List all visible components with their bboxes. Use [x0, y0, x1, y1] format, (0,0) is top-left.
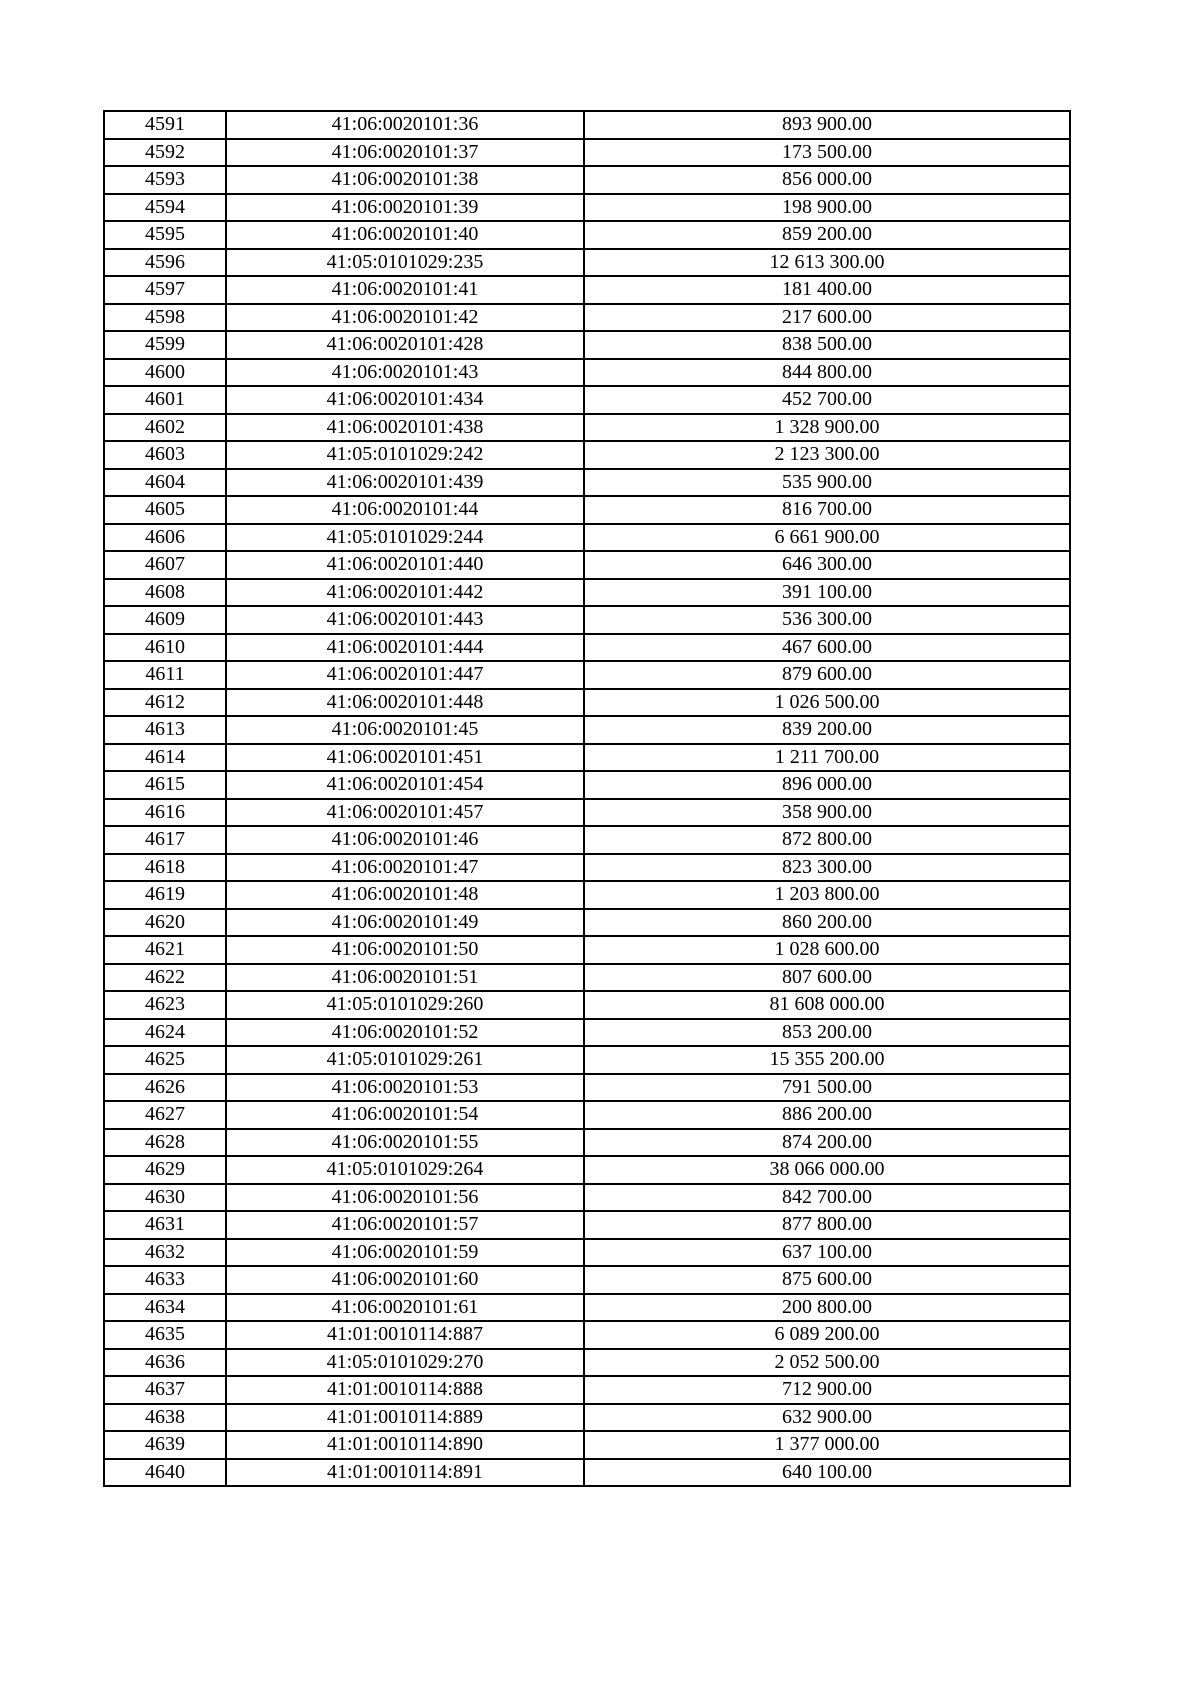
- cadastral-number-cell: 41:06:0020101:457: [226, 799, 584, 827]
- row-number-cell: 4597: [104, 276, 226, 304]
- row-number-cell: 4607: [104, 551, 226, 579]
- cadastral-number-cell: 41:06:0020101:45: [226, 716, 584, 744]
- cadastral-number-cell: 41:05:0101029:235: [226, 249, 584, 277]
- cadastral-value-cell: 632 900.00: [584, 1404, 1070, 1432]
- row-number-cell: 4614: [104, 744, 226, 772]
- table-row: [104, 1074, 1070, 1102]
- table-row: [104, 414, 1070, 442]
- cadastral-value-cell: 860 200.00: [584, 909, 1070, 937]
- row-number-cell: 4627: [104, 1101, 226, 1129]
- cadastral-value-cell: 842 700.00: [584, 1184, 1070, 1212]
- cadastral-number-cell: 41:06:0020101:37: [226, 139, 584, 167]
- cadastral-number-cell: 41:06:0020101:53: [226, 1074, 584, 1102]
- table-row: [104, 386, 1070, 414]
- row-number-cell: 4622: [104, 964, 226, 992]
- cadastral-number-cell: 41:06:0020101:54: [226, 1101, 584, 1129]
- cadastral-number-cell: 41:06:0020101:55: [226, 1129, 584, 1157]
- cadastral-number-cell: 41:05:0101029:270: [226, 1349, 584, 1377]
- cadastral-number-cell: 41:05:0101029:261: [226, 1046, 584, 1074]
- row-number-cell: 4594: [104, 194, 226, 222]
- cadastral-value-cell: 6 089 200.00: [584, 1321, 1070, 1349]
- cadastral-value-cell: 6 661 900.00: [584, 524, 1070, 552]
- cadastral-value-cell: 856 000.00: [584, 166, 1070, 194]
- cadastral-value-cell: 893 900.00: [584, 111, 1070, 139]
- table-row: [104, 524, 1070, 552]
- cadastral-value-cell: 81 608 000.00: [584, 991, 1070, 1019]
- cadastral-number-cell: 41:05:0101029:264: [226, 1156, 584, 1184]
- cadastral-value-cell: 874 200.00: [584, 1129, 1070, 1157]
- row-number-cell: 4606: [104, 524, 226, 552]
- cadastral-value-cell: 467 600.00: [584, 634, 1070, 662]
- table-row: [104, 606, 1070, 634]
- row-number-cell: 4593: [104, 166, 226, 194]
- cadastral-number-cell: 41:06:0020101:428: [226, 331, 584, 359]
- table-row: [104, 716, 1070, 744]
- row-number-cell: 4608: [104, 579, 226, 607]
- row-number-cell: 4619: [104, 881, 226, 909]
- row-number-cell: 4616: [104, 799, 226, 827]
- table-row: [104, 551, 1070, 579]
- cadastral-number-cell: 41:06:0020101:38: [226, 166, 584, 194]
- cadastral-value-cell: 816 700.00: [584, 496, 1070, 524]
- row-number-cell: 4604: [104, 469, 226, 497]
- table-row: [104, 881, 1070, 909]
- cadastral-value-cell: 1 211 700.00: [584, 744, 1070, 772]
- row-number-cell: 4596: [104, 249, 226, 277]
- cadastral-number-cell: 41:01:0010114:887: [226, 1321, 584, 1349]
- row-number-cell: 4611: [104, 661, 226, 689]
- table-row: [104, 634, 1070, 662]
- cadastral-number-cell: 41:06:0020101:442: [226, 579, 584, 607]
- cadastral-value-table: [103, 110, 1071, 1487]
- cadastral-value-cell: 1 028 600.00: [584, 936, 1070, 964]
- row-number-cell: 4620: [104, 909, 226, 937]
- table-row: [104, 1156, 1070, 1184]
- row-number-cell: 4640: [104, 1459, 226, 1487]
- table-row: [104, 1431, 1070, 1459]
- cadastral-number-cell: 41:01:0010114:888: [226, 1376, 584, 1404]
- table-row: [104, 1239, 1070, 1267]
- cadastral-number-cell: 41:06:0020101:443: [226, 606, 584, 634]
- cadastral-value-cell: 886 200.00: [584, 1101, 1070, 1129]
- table-row: [104, 111, 1070, 139]
- row-number-cell: 4613: [104, 716, 226, 744]
- cadastral-number-cell: 41:06:0020101:60: [226, 1266, 584, 1294]
- cadastral-value-cell: 15 355 200.00: [584, 1046, 1070, 1074]
- row-number-cell: 4609: [104, 606, 226, 634]
- row-number-cell: 4595: [104, 221, 226, 249]
- table-row: [104, 1266, 1070, 1294]
- cadastral-number-cell: 41:01:0010114:890: [226, 1431, 584, 1459]
- cadastral-value-cell: 823 300.00: [584, 854, 1070, 882]
- row-number-cell: 4602: [104, 414, 226, 442]
- cadastral-number-cell: 41:06:0020101:56: [226, 1184, 584, 1212]
- row-number-cell: 4623: [104, 991, 226, 1019]
- cadastral-value-cell: 12 613 300.00: [584, 249, 1070, 277]
- row-number-cell: 4601: [104, 386, 226, 414]
- cadastral-number-cell: 41:06:0020101:48: [226, 881, 584, 909]
- row-number-cell: 4626: [104, 1074, 226, 1102]
- table-row: [104, 1404, 1070, 1432]
- row-number-cell: 4629: [104, 1156, 226, 1184]
- row-number-cell: 4632: [104, 1239, 226, 1267]
- table-row: [104, 1349, 1070, 1377]
- cadastral-value-cell: 712 900.00: [584, 1376, 1070, 1404]
- row-number-cell: 4598: [104, 304, 226, 332]
- cadastral-value-cell: 844 800.00: [584, 359, 1070, 387]
- table-row: [104, 221, 1070, 249]
- cadastral-value-cell: 640 100.00: [584, 1459, 1070, 1487]
- row-number-cell: 4599: [104, 331, 226, 359]
- row-number-cell: 4603: [104, 441, 226, 469]
- cadastral-value-cell: 1 026 500.00: [584, 689, 1070, 717]
- cadastral-value-cell: 896 000.00: [584, 771, 1070, 799]
- table-row: [104, 1459, 1070, 1487]
- cadastral-value-cell: 877 800.00: [584, 1211, 1070, 1239]
- cadastral-number-cell: 41:06:0020101:43: [226, 359, 584, 387]
- cadastral-number-cell: 41:06:0020101:59: [226, 1239, 584, 1267]
- row-number-cell: 4612: [104, 689, 226, 717]
- table-row: [104, 139, 1070, 167]
- table-row: [104, 826, 1070, 854]
- cadastral-value-cell: 839 200.00: [584, 716, 1070, 744]
- table-row: [104, 304, 1070, 332]
- row-number-cell: 4624: [104, 1019, 226, 1047]
- cadastral-number-cell: 41:06:0020101:44: [226, 496, 584, 524]
- cadastral-value-cell: 38 066 000.00: [584, 1156, 1070, 1184]
- cadastral-value-cell: 1 203 800.00: [584, 881, 1070, 909]
- table-row: [104, 744, 1070, 772]
- row-number-cell: 4617: [104, 826, 226, 854]
- cadastral-value-cell: 879 600.00: [584, 661, 1070, 689]
- table-row: [104, 964, 1070, 992]
- row-number-cell: 4636: [104, 1349, 226, 1377]
- cadastral-number-cell: 41:06:0020101:49: [226, 909, 584, 937]
- cadastral-number-cell: 41:06:0020101:447: [226, 661, 584, 689]
- cadastral-number-cell: 41:06:0020101:454: [226, 771, 584, 799]
- cadastral-number-cell: 41:06:0020101:42: [226, 304, 584, 332]
- table-row: [104, 496, 1070, 524]
- cadastral-value-cell: 391 100.00: [584, 579, 1070, 607]
- row-number-cell: 4637: [104, 1376, 226, 1404]
- cadastral-value-cell: 872 800.00: [584, 826, 1070, 854]
- row-number-cell: 4600: [104, 359, 226, 387]
- cadastral-number-cell: 41:06:0020101:40: [226, 221, 584, 249]
- row-number-cell: 4638: [104, 1404, 226, 1432]
- table-row: [104, 936, 1070, 964]
- table-row: [104, 166, 1070, 194]
- cadastral-number-cell: 41:06:0020101:36: [226, 111, 584, 139]
- cadastral-value-cell: 838 500.00: [584, 331, 1070, 359]
- cadastral-number-cell: 41:06:0020101:50: [226, 936, 584, 964]
- table-row: [104, 276, 1070, 304]
- cadastral-number-cell: 41:06:0020101:41: [226, 276, 584, 304]
- cadastral-value-cell: 1 328 900.00: [584, 414, 1070, 442]
- cadastral-number-cell: 41:05:0101029:244: [226, 524, 584, 552]
- row-number-cell: 4625: [104, 1046, 226, 1074]
- cadastral-value-cell: 807 600.00: [584, 964, 1070, 992]
- cadastral-value-cell: 1 377 000.00: [584, 1431, 1070, 1459]
- row-number-cell: 4631: [104, 1211, 226, 1239]
- cadastral-value-cell: 200 800.00: [584, 1294, 1070, 1322]
- row-number-cell: 4633: [104, 1266, 226, 1294]
- cadastral-value-cell: 2 052 500.00: [584, 1349, 1070, 1377]
- table-row: [104, 689, 1070, 717]
- table-row: [104, 909, 1070, 937]
- table-row: [104, 249, 1070, 277]
- table-row: [104, 1321, 1070, 1349]
- cadastral-number-cell: 41:01:0010114:889: [226, 1404, 584, 1432]
- cadastral-number-cell: 41:06:0020101:47: [226, 854, 584, 882]
- table-row: [104, 1211, 1070, 1239]
- table-row: [104, 331, 1070, 359]
- row-number-cell: 4592: [104, 139, 226, 167]
- cadastral-value-cell: 536 300.00: [584, 606, 1070, 634]
- row-number-cell: 4634: [104, 1294, 226, 1322]
- row-number-cell: 4635: [104, 1321, 226, 1349]
- table-row: [104, 441, 1070, 469]
- row-number-cell: 4618: [104, 854, 226, 882]
- cadastral-number-cell: 41:06:0020101:46: [226, 826, 584, 854]
- table-row: [104, 469, 1070, 497]
- row-number-cell: 4628: [104, 1129, 226, 1157]
- table-row: [104, 1046, 1070, 1074]
- cadastral-number-cell: 41:06:0020101:39: [226, 194, 584, 222]
- table-row: [104, 1101, 1070, 1129]
- cadastral-value-cell: 853 200.00: [584, 1019, 1070, 1047]
- table-row: [104, 1184, 1070, 1212]
- cadastral-number-cell: 41:05:0101029:260: [226, 991, 584, 1019]
- table-row: [104, 991, 1070, 1019]
- table-row: [104, 1129, 1070, 1157]
- cadastral-number-cell: 41:06:0020101:444: [226, 634, 584, 662]
- cadastral-number-cell: 41:06:0020101:52: [226, 1019, 584, 1047]
- table-row: [104, 1294, 1070, 1322]
- row-number-cell: 4639: [104, 1431, 226, 1459]
- table-row: [104, 1376, 1070, 1404]
- cadastral-value-cell: 875 600.00: [584, 1266, 1070, 1294]
- row-number-cell: 4591: [104, 111, 226, 139]
- cadastral-number-cell: 41:05:0101029:242: [226, 441, 584, 469]
- cadastral-number-cell: 41:06:0020101:448: [226, 689, 584, 717]
- cadastral-number-cell: 41:06:0020101:440: [226, 551, 584, 579]
- cadastral-number-cell: 41:06:0020101:61: [226, 1294, 584, 1322]
- cadastral-number-cell: 41:01:0010114:891: [226, 1459, 584, 1487]
- cadastral-value-cell: 198 900.00: [584, 194, 1070, 222]
- cadastral-value-cell: 791 500.00: [584, 1074, 1070, 1102]
- table-row: [104, 771, 1070, 799]
- table-row: [104, 194, 1070, 222]
- cadastral-value-cell: 2 123 300.00: [584, 441, 1070, 469]
- cadastral-number-cell: 41:06:0020101:451: [226, 744, 584, 772]
- cadastral-value-cell: 173 500.00: [584, 139, 1070, 167]
- cadastral-number-cell: 41:06:0020101:438: [226, 414, 584, 442]
- row-number-cell: 4605: [104, 496, 226, 524]
- cadastral-number-cell: 41:06:0020101:434: [226, 386, 584, 414]
- cadastral-value-cell: 181 400.00: [584, 276, 1070, 304]
- row-number-cell: 4621: [104, 936, 226, 964]
- cadastral-number-cell: 41:06:0020101:57: [226, 1211, 584, 1239]
- cadastral-value-cell: 535 900.00: [584, 469, 1070, 497]
- table-row: [104, 359, 1070, 387]
- row-number-cell: 4610: [104, 634, 226, 662]
- cadastral-value-cell: 859 200.00: [584, 221, 1070, 249]
- row-number-cell: 4615: [104, 771, 226, 799]
- row-number-cell: 4630: [104, 1184, 226, 1212]
- table-row: [104, 1019, 1070, 1047]
- table-row: [104, 579, 1070, 607]
- cadastral-value-cell: 646 300.00: [584, 551, 1070, 579]
- cadastral-value-cell: 358 900.00: [584, 799, 1070, 827]
- cadastral-value-cell: 452 700.00: [584, 386, 1070, 414]
- table-row: [104, 854, 1070, 882]
- table-row: [104, 661, 1070, 689]
- table-row: [104, 799, 1070, 827]
- cadastral-value-cell: 217 600.00: [584, 304, 1070, 332]
- cadastral-number-cell: 41:06:0020101:51: [226, 964, 584, 992]
- table-body: [104, 111, 1070, 1486]
- cadastral-number-cell: 41:06:0020101:439: [226, 469, 584, 497]
- cadastral-value-cell: 637 100.00: [584, 1239, 1070, 1267]
